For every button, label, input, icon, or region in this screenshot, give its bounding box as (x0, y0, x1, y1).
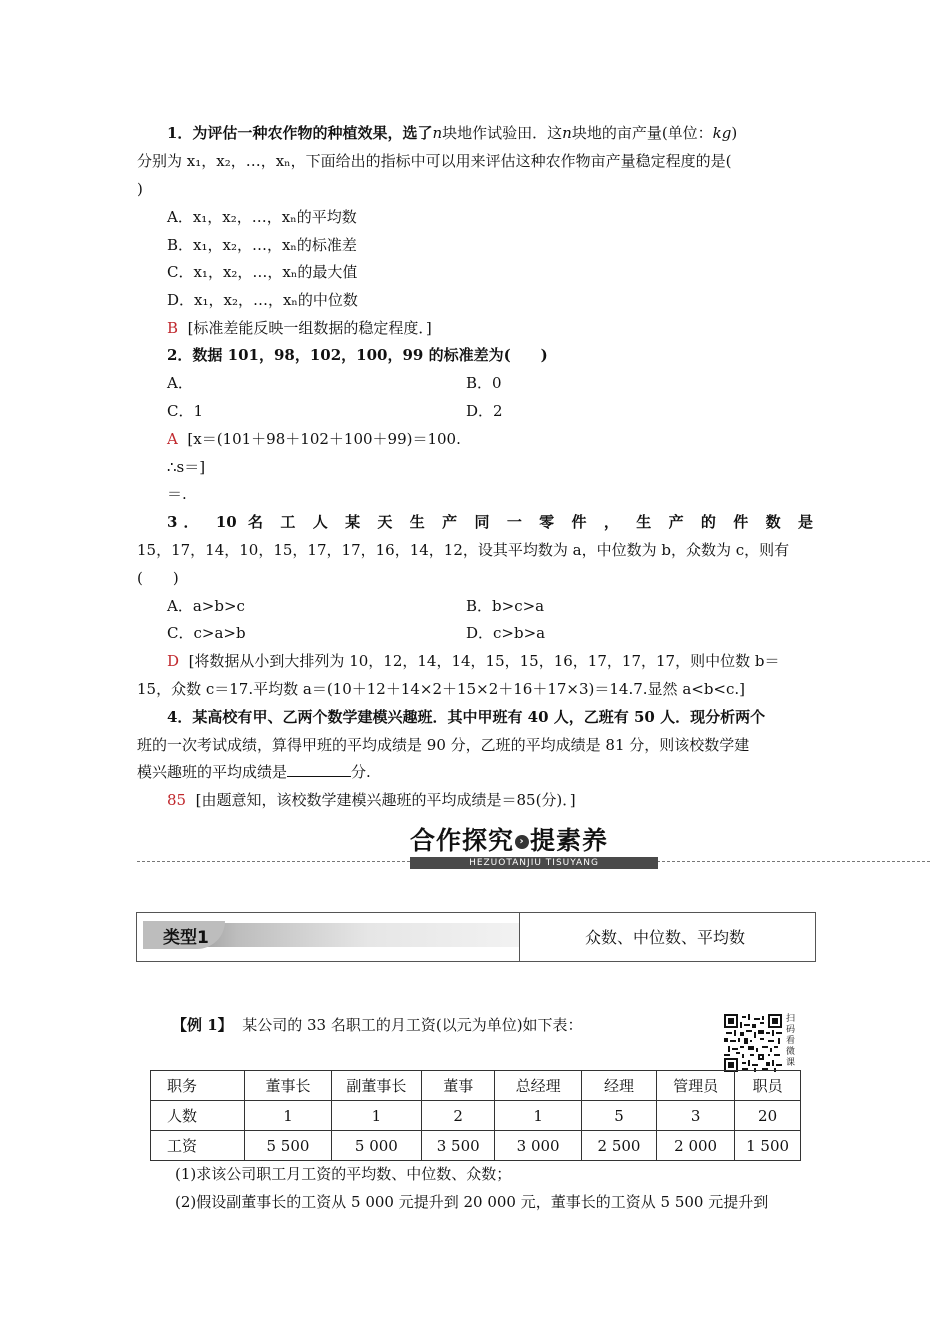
table-cell: 5 000 (331, 1131, 421, 1161)
q3-answer-line1 (167, 651, 779, 671)
table-cell: 管理员 (657, 1071, 735, 1101)
type-title: 众数、中位数、平均数 (585, 928, 746, 947)
q3-stem-line2: 15，17，14，10，15，17，17，16，14，12，设其平均数为 a，中位数为 b，众数为 c，则有 (137, 541, 790, 559)
q1-n2: n (562, 124, 572, 142)
table-cell: 1 (495, 1101, 582, 1131)
table-cell: 20 (735, 1101, 801, 1131)
table-cell: 2 500 (581, 1131, 656, 1161)
q2-answer-line2: ∴s＝] (167, 458, 206, 476)
qr-label: 扫码看微课 (786, 1014, 796, 1068)
section-banner (410, 826, 658, 870)
q4-line3 (137, 762, 371, 782)
type-box-left (137, 913, 520, 961)
table-cell: 董事长 (245, 1071, 332, 1101)
q4-answer-value: 85 (167, 791, 187, 809)
q1-n1: n (432, 124, 443, 142)
table-cell: 2 000 (657, 1131, 735, 1161)
q2-option-b: B．0 (466, 374, 502, 392)
banner-subtitle: HEZUOTANJIU TISUYANG (410, 857, 658, 869)
table-cell: 3 000 (495, 1131, 582, 1161)
q2-option-a: A． (167, 374, 193, 392)
example1-tag: 【例 1】 (172, 1016, 233, 1034)
table-cell: 1 500 (735, 1131, 801, 1161)
q2-answer-line3: ＝. (167, 485, 187, 503)
sub-question-2: (2)假设副董事长的工资从 5 000 元提升到 20 000 元，董事长的工资从 5 500 元提升到 (175, 1193, 769, 1211)
q3-stem-line1: 3． 10 名 工 人 某 天 生 产 同 一 零 件 ， 生 产 的 件 数 是 (167, 513, 813, 531)
q1-answer-text: [标准差能反映一组数据的稳定程度．] (187, 319, 432, 337)
banner-title (410, 826, 658, 856)
table-cell: 总经理 (495, 1071, 582, 1101)
table-cell: 董事 (422, 1071, 495, 1101)
table-row-header: 人数 (151, 1101, 245, 1131)
q1-kg: kg (712, 124, 732, 142)
table-row (151, 1071, 801, 1101)
q4-answer (167, 790, 576, 810)
q1-text-a: 1．为评估一种农作物的种植效果，选了 (167, 124, 433, 142)
q3-answer-text: [将数据从小到大排列为 10，12，14，14，15，15，16，17，17，17，则中位数 b＝ (188, 652, 780, 670)
table-cell: 2 (422, 1101, 495, 1131)
q3-answer-letter: D (167, 652, 180, 670)
table-cell: 副董事长 (331, 1071, 421, 1101)
q3-option-d: D．c>b>a (466, 624, 546, 642)
q1-option-b: B．x₁，x₂，…，xₙ的标准差 (167, 236, 357, 254)
q2-answer-line1 (167, 429, 461, 449)
q1-text-d: ) (731, 124, 738, 142)
type-label: 类型1 (163, 928, 209, 948)
table-cell: 3 (657, 1101, 735, 1131)
q2-option-d: D．2 (466, 402, 503, 420)
q1-text-b: 块地作试验田．这 (442, 124, 563, 142)
q1-line3: ) (137, 180, 143, 198)
q1-answer (167, 318, 432, 338)
q4-answer-text: [由题意知，该校数学建模兴趣班的平均成绩是＝85(分)．] (195, 791, 576, 809)
q3-answer-line2: 15，众数 c＝17.平均数 a＝(10＋12＋14×2＋15×2＋16＋17×3)＝14.7.显然 a<b<c.] (137, 680, 746, 698)
qr-code-icon (724, 1014, 782, 1072)
table-cell: 3 500 (422, 1131, 495, 1161)
sub-question-1: (1)求该公司职工月工资的平均数、中位数、众数； (175, 1165, 512, 1183)
q1-option-a: A．x₁，x₂，…，xₙ的平均数 (167, 208, 357, 226)
q4-line1: 4．某高校有甲、乙两个数学建模兴趣班．其中甲班有 40 人，乙班有 50 人．现分析两个 (167, 708, 766, 726)
q2-stem: 2．数据 101，98，102，100，99 的标准差为( ) (167, 346, 548, 364)
table-cell: 职员 (735, 1071, 801, 1101)
table-row (151, 1131, 801, 1161)
q3-option-a: A．a>b>c (167, 597, 245, 615)
q1-line1 (167, 123, 737, 143)
q3-option-b: B．b>c>a (466, 597, 545, 615)
q4-answer-blank (287, 762, 351, 777)
table-row-header: 工资 (151, 1131, 245, 1161)
q1-option-c: C．x₁，x₂，…，xₙ的最大值 (167, 263, 358, 281)
table-cell: 5 (581, 1101, 656, 1131)
q2-answer-letter: A (167, 430, 178, 448)
wage-table (150, 1070, 801, 1161)
q1-answer-letter: B (167, 319, 179, 337)
table-cell: 1 (245, 1101, 332, 1131)
q4-line2: 班的一次考试成绩，算得甲班的平均成绩是 90 分，乙班的平均成绩是 81 分，则该校数学建 (137, 736, 750, 754)
q1-line2: 分别为 x₁，x₂，…，xₙ，下面给出的指标中可以用来评估这种农作物亩产量稳定程度的是( (137, 152, 732, 170)
banner-title-part1: 合作探究 (410, 826, 515, 855)
q1-option-d: D．x₁，x₂，…，xₙ的中位数 (167, 291, 358, 309)
banner-title-part2: 提素养 (530, 826, 609, 855)
example1-text: 某公司的 33 名职工的月工资(以元为单位)如下表： (242, 1016, 583, 1034)
q3-option-c: C．c>a>b (167, 624, 246, 642)
example1-heading (172, 1015, 583, 1035)
table-cell: 经理 (581, 1071, 656, 1101)
type-box (136, 912, 816, 962)
table-cell: 5 500 (245, 1131, 332, 1161)
chevron-right-icon: › (515, 835, 529, 849)
q2-answer-text: [x＝(101＋98＋102＋100＋99)＝100. (187, 430, 461, 448)
q4-line3-text-a: 模兴趣班的平均成绩是 (137, 763, 288, 781)
table-row-header: 职务 (151, 1071, 245, 1101)
q4-line3-text-b: 分. (351, 763, 371, 781)
table-row (151, 1101, 801, 1131)
table-cell: 1 (331, 1101, 421, 1131)
q3-stem-line3: ( ) (137, 569, 179, 587)
q2-option-c: C．1 (167, 402, 204, 420)
q1-text-c: 块地的亩产量(单位： (571, 124, 713, 142)
